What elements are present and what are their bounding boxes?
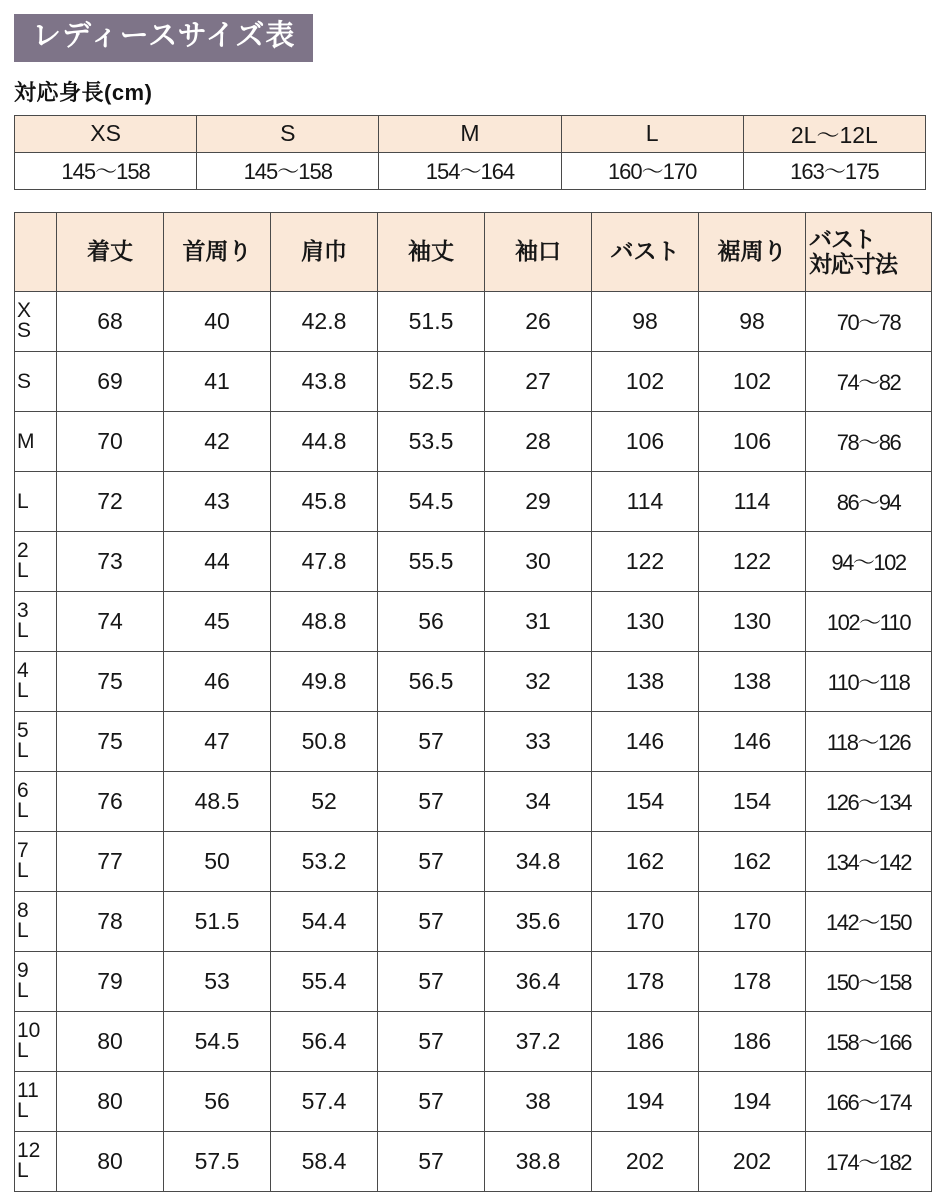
cell-sleeve-length: 54.5	[378, 471, 485, 531]
cell-bust: 146	[592, 711, 699, 771]
cell-length: 72	[57, 471, 164, 531]
cell-sleeve-length: 57	[378, 711, 485, 771]
cell-neck: 53	[164, 951, 271, 1011]
cell-cuff: 36.4	[485, 951, 592, 1011]
cell-sleeve-length: 57	[378, 951, 485, 1011]
measurement-corner-cell	[15, 212, 57, 291]
cell-neck: 50	[164, 831, 271, 891]
cell-sleeve-length: 51.5	[378, 291, 485, 351]
row-size-label	[15, 831, 57, 891]
cell-hem: 130	[699, 591, 806, 651]
cell-cuff: 37.2	[485, 1011, 592, 1071]
col-header-length: 着丈	[57, 212, 164, 291]
cell-sleeve-length: 56	[378, 591, 485, 651]
cell-bust-fit: 86〜94	[806, 471, 932, 531]
cell-bust: 178	[592, 951, 699, 1011]
cell-shoulder: 52	[271, 771, 378, 831]
cell-sleeve-length: 56.5	[378, 651, 485, 711]
cell-length: 80	[57, 1011, 164, 1071]
cell-bust-fit: 110〜118	[806, 651, 932, 711]
cell-shoulder: 50.8	[271, 711, 378, 771]
col-header-hem: 裾周り	[699, 212, 806, 291]
cell-length: 75	[57, 651, 164, 711]
cell-neck: 46	[164, 651, 271, 711]
table-row	[15, 1011, 932, 1071]
cell-bust-fit: 150〜158	[806, 951, 932, 1011]
col-header-sleeve-length: 袖丈	[378, 212, 485, 291]
cell-shoulder: 48.8	[271, 591, 378, 651]
cell-length: 76	[57, 771, 164, 831]
height-table-value-row	[15, 152, 926, 189]
cell-cuff: 38	[485, 1071, 592, 1131]
height-size-s: S	[197, 115, 379, 152]
row-size-label	[15, 411, 57, 471]
cell-shoulder: 57.4	[271, 1071, 378, 1131]
row-size-label-text: X S	[17, 298, 32, 343]
cell-bust-fit: 118〜126	[806, 711, 932, 771]
cell-cuff: 32	[485, 651, 592, 711]
cell-neck: 42	[164, 411, 271, 471]
measurement-section	[14, 212, 926, 1192]
row-size-label-text: L	[17, 489, 29, 513]
cell-hem: 202	[699, 1131, 806, 1191]
row-size-label	[15, 951, 57, 1011]
row-size-label	[15, 1131, 57, 1191]
cell-length: 68	[57, 291, 164, 351]
cell-neck: 40	[164, 291, 271, 351]
col-header-cuff: 袖口	[485, 212, 592, 291]
row-size-label	[15, 291, 57, 351]
table-row	[15, 651, 932, 711]
cell-neck: 57.5	[164, 1131, 271, 1191]
row-size-label-text: 7 L	[17, 838, 29, 883]
row-size-label-text: 10 L	[17, 1018, 41, 1063]
cell-bust: 186	[592, 1011, 699, 1071]
height-size-l: L	[561, 115, 743, 152]
row-size-label	[15, 351, 57, 411]
cell-sleeve-length: 57	[378, 1011, 485, 1071]
height-section-label: 対応身長(cm)	[14, 79, 153, 105]
cell-sleeve-length: 57	[378, 891, 485, 951]
cell-hem: 106	[699, 411, 806, 471]
row-size-label-text: 5 L	[17, 718, 29, 763]
row-size-label-text: 12 L	[17, 1138, 41, 1183]
table-row	[15, 591, 932, 651]
height-range-2l-12l: 163〜175	[743, 152, 925, 189]
cell-shoulder: 49.8	[271, 651, 378, 711]
cell-cuff: 34.8	[485, 831, 592, 891]
cell-cuff: 34	[485, 771, 592, 831]
col-header-bust: バスト	[592, 212, 699, 291]
row-size-label	[15, 1011, 57, 1071]
cell-hem: 98	[699, 291, 806, 351]
cell-length: 78	[57, 891, 164, 951]
cell-neck: 54.5	[164, 1011, 271, 1071]
cell-length: 70	[57, 411, 164, 471]
row-size-label	[15, 471, 57, 531]
cell-shoulder: 44.8	[271, 411, 378, 471]
table-row	[15, 471, 932, 531]
height-size-m: M	[379, 115, 561, 152]
table-row	[15, 531, 932, 591]
cell-bust-fit: 126〜134	[806, 771, 932, 831]
height-table	[14, 115, 926, 190]
cell-shoulder: 55.4	[271, 951, 378, 1011]
cell-length: 74	[57, 591, 164, 651]
cell-hem: 162	[699, 831, 806, 891]
cell-neck: 47	[164, 711, 271, 771]
cell-cuff: 33	[485, 711, 592, 771]
row-size-label-text: 2 L	[17, 538, 29, 583]
cell-hem: 178	[699, 951, 806, 1011]
row-size-label	[15, 711, 57, 771]
cell-hem: 154	[699, 771, 806, 831]
cell-bust-fit: 134〜142	[806, 831, 932, 891]
cell-bust: 170	[592, 891, 699, 951]
table-row	[15, 1131, 932, 1191]
cell-hem: 122	[699, 531, 806, 591]
cell-cuff: 28	[485, 411, 592, 471]
cell-hem: 138	[699, 651, 806, 711]
table-row	[15, 831, 932, 891]
cell-neck: 43	[164, 471, 271, 531]
cell-bust-fit: 102〜110	[806, 591, 932, 651]
cell-hem: 170	[699, 891, 806, 951]
cell-neck: 41	[164, 351, 271, 411]
cell-shoulder: 54.4	[271, 891, 378, 951]
height-size-2l-12l: 2L〜12L	[743, 115, 925, 152]
cell-sleeve-length: 57	[378, 1071, 485, 1131]
cell-neck: 45	[164, 591, 271, 651]
row-size-label-text: 8 L	[17, 898, 29, 943]
cell-neck: 56	[164, 1071, 271, 1131]
height-range-m: 154〜164	[379, 152, 561, 189]
cell-shoulder: 47.8	[271, 531, 378, 591]
cell-bust-fit: 94〜102	[806, 531, 932, 591]
row-size-label	[15, 531, 57, 591]
cell-shoulder: 58.4	[271, 1131, 378, 1191]
cell-bust: 138	[592, 651, 699, 711]
col-header-neck: 首周り	[164, 212, 271, 291]
cell-length: 75	[57, 711, 164, 771]
row-size-label-text: 9 L	[17, 958, 29, 1003]
cell-bust: 194	[592, 1071, 699, 1131]
cell-cuff: 27	[485, 351, 592, 411]
cell-bust: 122	[592, 531, 699, 591]
col-header-shoulder: 肩巾	[271, 212, 378, 291]
table-row	[15, 291, 932, 351]
cell-bust: 106	[592, 411, 699, 471]
cell-shoulder: 53.2	[271, 831, 378, 891]
row-size-label-text: 11 L	[17, 1078, 39, 1123]
cell-cuff: 35.6	[485, 891, 592, 951]
cell-shoulder: 43.8	[271, 351, 378, 411]
cell-bust-fit: 174〜182	[806, 1131, 932, 1191]
cell-bust: 202	[592, 1131, 699, 1191]
col-header-bust-fit-line2: 対応寸法	[809, 250, 897, 277]
cell-length: 80	[57, 1071, 164, 1131]
height-table-header-row	[15, 115, 926, 152]
cell-bust: 162	[592, 831, 699, 891]
height-range-l: 160〜170	[561, 152, 743, 189]
row-size-label-text: S	[17, 369, 32, 393]
cell-length: 77	[57, 831, 164, 891]
cell-shoulder: 45.8	[271, 471, 378, 531]
cell-hem: 186	[699, 1011, 806, 1071]
cell-shoulder: 56.4	[271, 1011, 378, 1071]
table-row	[15, 1071, 932, 1131]
cell-bust-fit: 78〜86	[806, 411, 932, 471]
row-size-label	[15, 891, 57, 951]
cell-bust: 98	[592, 291, 699, 351]
table-row	[15, 951, 932, 1011]
height-range-s: 145〜158	[197, 152, 379, 189]
row-size-label-text: 4 L	[17, 658, 29, 703]
cell-sleeve-length: 57	[378, 771, 485, 831]
cell-neck: 44	[164, 531, 271, 591]
cell-bust-fit: 166〜174	[806, 1071, 932, 1131]
cell-shoulder: 42.8	[271, 291, 378, 351]
cell-bust: 102	[592, 351, 699, 411]
table-row	[15, 411, 932, 471]
cell-bust: 154	[592, 771, 699, 831]
cell-cuff: 31	[485, 591, 592, 651]
table-row	[15, 771, 932, 831]
row-size-label-text: M	[17, 429, 35, 453]
cell-bust: 130	[592, 591, 699, 651]
cell-bust-fit: 70〜78	[806, 291, 932, 351]
cell-hem: 146	[699, 711, 806, 771]
cell-hem: 114	[699, 471, 806, 531]
height-size-xs: XS	[15, 115, 197, 152]
cell-length: 73	[57, 531, 164, 591]
cell-sleeve-length: 57	[378, 1131, 485, 1191]
cell-length: 79	[57, 951, 164, 1011]
cell-bust-fit: 158〜166	[806, 1011, 932, 1071]
col-header-bust-fit-line1: バスト	[809, 225, 875, 252]
page-title: レディースサイズ表	[14, 14, 313, 62]
cell-neck: 51.5	[164, 891, 271, 951]
cell-hem: 194	[699, 1071, 806, 1131]
cell-sleeve-length: 52.5	[378, 351, 485, 411]
cell-neck: 48.5	[164, 771, 271, 831]
row-size-label	[15, 771, 57, 831]
table-row	[15, 711, 932, 771]
cell-bust-fit: 142〜150	[806, 891, 932, 951]
table-row	[15, 891, 932, 951]
row-size-label	[15, 651, 57, 711]
cell-cuff: 26	[485, 291, 592, 351]
cell-hem: 102	[699, 351, 806, 411]
cell-cuff: 30	[485, 531, 592, 591]
cell-length: 80	[57, 1131, 164, 1191]
measurement-table	[14, 212, 932, 1192]
cell-bust: 114	[592, 471, 699, 531]
cell-cuff: 29	[485, 471, 592, 531]
cell-bust-fit: 74〜82	[806, 351, 932, 411]
cell-length: 69	[57, 351, 164, 411]
measurement-header-row	[15, 212, 932, 291]
cell-sleeve-length: 55.5	[378, 531, 485, 591]
height-range-xs: 145〜158	[15, 152, 197, 189]
cell-sleeve-length: 53.5	[378, 411, 485, 471]
col-header-bust-fit	[806, 212, 932, 291]
row-size-label	[15, 591, 57, 651]
measurement-table-body	[15, 291, 932, 1191]
cell-sleeve-length: 57	[378, 831, 485, 891]
row-size-label-text: 3 L	[17, 598, 29, 643]
row-size-label-text: 6 L	[17, 778, 29, 823]
row-size-label	[15, 1071, 57, 1131]
cell-cuff: 38.8	[485, 1131, 592, 1191]
table-row	[15, 351, 932, 411]
